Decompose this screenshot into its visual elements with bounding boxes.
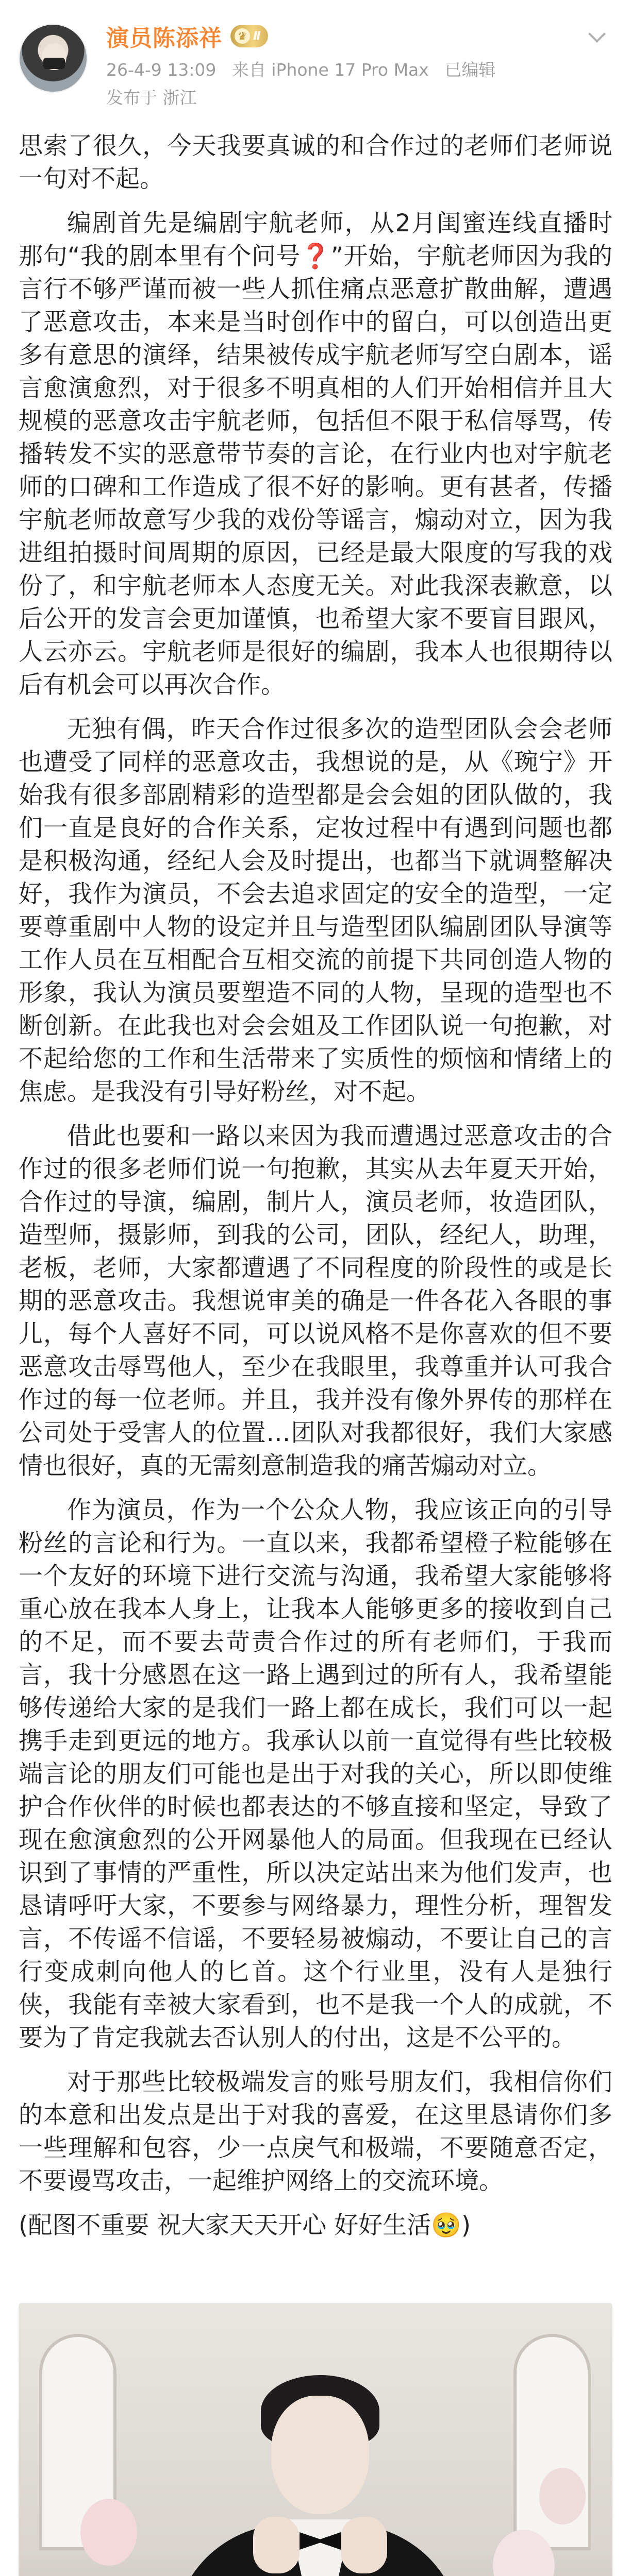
left-hand <box>253 2517 300 2573</box>
right-hand <box>341 2517 387 2573</box>
post-photo[interactable] <box>19 2303 612 2576</box>
vip-badge[interactable] <box>230 25 268 47</box>
vip-badge-icon: ♛ <box>235 28 250 44</box>
post-date: 26-4-9 13:09 <box>106 60 217 80</box>
paragraph-4: 借此也要和一路以来因为我而遭遇过恶意攻击的合作过的很多老师们说一句抱歉，其实从去年夏天开始，合作过的导演，编剧，制片人，演员老师，妆造团队，造型师，摄影师，到我的公司，团队，经纪人，助理，老板，老师，大家都遭遇了不同程度的阶段性的或是长期的恶意攻击。我想说审美的确是一件各花入各眼的事儿，每个人喜好不同，可以说风格不是你喜欢的但不要恶意攻击辱骂他人，至少在我眼里，我尊重并认可我合作过的每一位老师。并且，我并没有像外界传的那样在公司处于受害人的位置…团队对我都很好，我们大家感情也很好，真的无需刻意制造我的痛苦煽动对立。 <box>19 1122 612 1480</box>
paragraph-7: (配图不重要 祝大家天天开心 好好生活🥹) <box>19 2211 471 2240</box>
post-header <box>0 0 631 129</box>
avatar[interactable] <box>19 24 88 93</box>
person-head <box>271 2396 369 2514</box>
post-body <box>19 130 612 2242</box>
balloon <box>539 2468 586 2524</box>
post-meta <box>106 57 506 81</box>
balloon <box>80 2499 137 2566</box>
vip-level: Ⅱ <box>253 29 261 43</box>
post-source: 来自 iPhone 17 Pro Max <box>231 60 429 80</box>
paragraph-1: 思索了很久，今天我要真诚的和合作过的老师们老师说一句对不起。 <box>19 132 612 193</box>
username[interactable]: 演员陈添祥 <box>106 25 222 52</box>
paragraph-2: 编剧首先是编剧宇航老师，从2月闺蜜连线直播时那句“我的剧本里有个问号❓”开始，宇航老师因为我的言行不够严谨而被一些人抓住痛点恶意扩散曲解，遭遇了恶意攻击，本来是当时创作中的留白，可以创造出更多有意思的演绎，结果被传成宇航老师写空白剧本，谣言愈演愈烈，对于很多不明真相的人们开始相信并且大规模的恶意攻击宇航老师，包括但不限于私信辱骂，传播转发不实的恶意带节奏的言论，在行业内也对宇航老师的口碑和工作造成了很不好的影响。更有甚者，传播宇航老师故意写少我的戏份等谣言，煽动对立，因为我进组拍摄时间周期的原因，已经是最大限度的写我的戏份了，和宇航老师本人态度无关。对此我深表歉意，以后公开的发言会更加谨慎，也希望大家不要盲目跟风，人云亦云。宇航老师是很好的编剧，我本人也很期待以后有机会可以再次合作。 <box>19 209 612 699</box>
post-location: 发布于 浙江 <box>106 88 197 108</box>
post-edited[interactable]: 已编辑 <box>444 60 496 80</box>
paragraph-5: 作为演员，作为一个公众人物，我应该正向的引导粉丝的言论和行为。一直以来，我都希望橙子粒能够在一个友好的环境下进行交流与沟通，我希望大家能够将重心放在我本人身上，让我本人能够更多的接收到自己的不足，而不要去苛责合作过的所有老师们，于我而言，我十分感恩在这一路上遇到过的所有人，我希望能够传递给大家的是我们一路上都在成长，我们可以一起携手走到更远的地方。我承认以前一直觉得有些比较极端言论的朋友们可能也是出于对我的关心，所以即使维护合作伙伴的时候也都表达的不够直接和坚定，导致了现在愈演愈烈的公开网暴他人的局面。但我现在已经认识到了事情的严重性，所以决定站出来为他们发声，也恳请呼吁大家，不要参与网络暴力，理性分析，理智发言，不传谣不信谣，不要轻易被煽动，不要让自己的言行变成刺向他人的匕首。这个行业里，没有人是独行侠，我能有幸被大家看到，也不是我一个人的成就，不要为了肯定我就去否认别人的付出，这是不公平的。 <box>19 1496 612 2052</box>
paragraph-3: 无独有偶，昨天合作过很多次的造型团队会会老师也遭受了同样的恶意攻击，我想说的是，从《琬宁》开始我有很多部剧精彩的造型都是会会姐的团队做的，我们一直是良好的合作关系，定妆过程中有遇到问题也都是积极沟通，经纪人会及时提出，也都当下就调整解决好，我作为演员，不会去追求固定的安全的造型，一定要尊重剧中人物的设定并且与造型团队编剧团队导演等工作人员在互相配合互相交流的前提下共同创造人物的形象，我认为演员要塑造不同的人物，呈现的造型也不断创新。在此我也对会会姐及工作团队说一句抱歉，对不起给您的工作和生活带来了实质性的烦恼和情绪上的焦虑。是我没有引导好粉丝，对不起。 <box>19 715 612 1106</box>
paragraph-6: 对于那些比较极端发言的账号朋友们，我相信你们的本意和出发点是出于对我的喜爱，在这里恳请你们多一些理解和包容，少一点戾气和极端，不要随意否定，不要谩骂攻击，一起维护网络上的交流环境。 <box>19 2068 612 2195</box>
name-row <box>106 21 268 52</box>
avatar-mask <box>43 58 65 69</box>
chevron-down-icon[interactable] <box>587 27 607 47</box>
